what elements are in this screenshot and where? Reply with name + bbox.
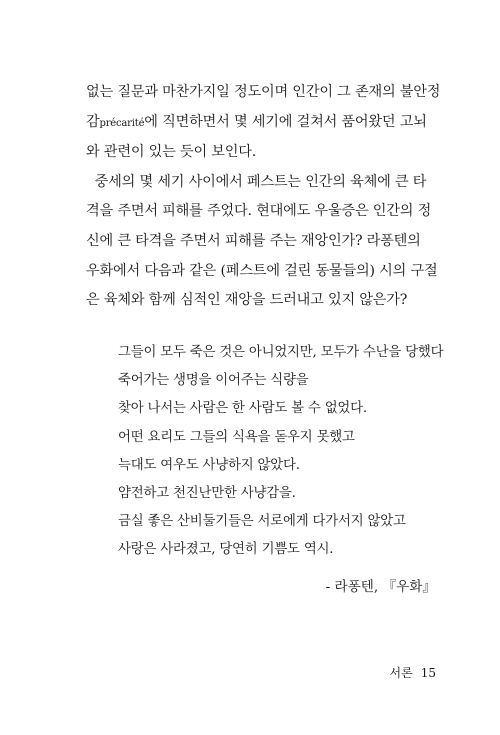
poem-line: 어떤 요리도 그들의 식욕을 돋우지 못했고 (118, 429, 355, 445)
body-line (86, 108, 438, 139)
poem-quote (118, 339, 448, 565)
poem-line: 늑대도 여우도 사냥하지 않았다. (118, 457, 300, 473)
poem-line: 사랑은 사라졌고, 당연히 기쁨도 역시. (118, 542, 334, 558)
body-line: 은 육체와 함께 심적인 재앙을 드러내고 있지 않은가? (86, 292, 408, 309)
poem-line: 찾아 나서는 사람은 한 사람도 볼 수 없었다. (118, 401, 367, 417)
poem-line: 죽어가는 생명을 이어주는 식량을 (118, 373, 309, 389)
page-footer (390, 664, 436, 681)
section-title: 서론 (389, 666, 413, 680)
page-number: 15 (420, 666, 436, 680)
poem-line: 그들이 모두 죽은 것은 아니었지만, 모두가 수난을 당했다 (118, 345, 444, 360)
poem-line: 금실 좋은 산비둘기들은 서로에게 다가서지 않았고 (118, 514, 406, 530)
poem-line: 얌전하고 천진난만한 사냥감을. (118, 486, 296, 502)
poem-attribution: - 라퐁텐, 『우화』 (325, 579, 436, 595)
body-line: 신에 큰 타격을 주면서 피해를 주는 재앙인가? 라퐁텐의 (86, 232, 421, 249)
body-text (86, 78, 441, 316)
body-line: 격을 주면서 피해를 주었다. 현대에도 우울증은 인간의 정 (86, 203, 432, 220)
body-line: 중세의 몇 세기 사이에서 페스트는 인간의 육체에 큰 타 (86, 173, 427, 190)
french-term: précarité (99, 117, 145, 129)
body-line-suffix: 에 직면하면서 몇 세기에 걸쳐서 품어왔던 고뇌 (144, 113, 427, 130)
body-line: 없는 질문과 마찬가지일 정도이며 인간이 그 존재의 불안정 (86, 84, 441, 100)
body-line-prefix: 감 (86, 113, 100, 130)
body-line: 와 관련이 있는 듯이 보인다. (86, 144, 257, 161)
body-line: 우화에서 다음과 같은 (페스트에 걸린 동물들의) 시의 구절 (86, 262, 438, 279)
